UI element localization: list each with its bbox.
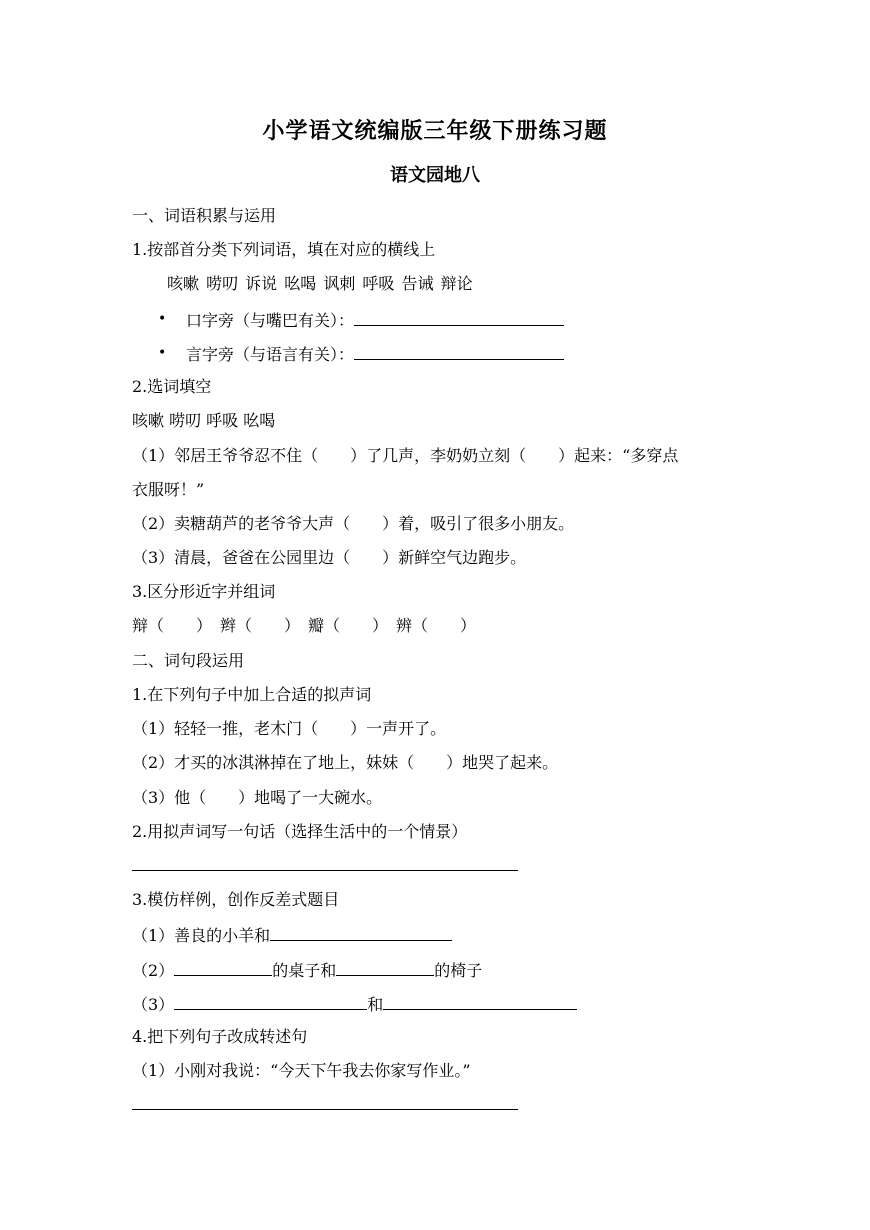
s2-q2-prompt: 2.用拟声词写一句话（选择生活中的一个情景） (132, 822, 468, 841)
answer-blank[interactable] (383, 993, 577, 1010)
s1-q2-word-bank: 咳嗽 唠叨 呼吸 吆喝 (132, 411, 276, 430)
s1-q2-sentence-1a: （1）邻居王爷爷忍不住（ ）了几声，李奶奶立刻（ ）起来：“多穿点 (132, 446, 679, 465)
answer-blank[interactable] (354, 343, 564, 360)
page-title: 小学语文统编版三年级下册练习题 (262, 118, 608, 144)
answer-blank[interactable] (354, 309, 564, 326)
s1-q2-sentence-3: （3）清晨，爸爸在公园里边（ ）新鲜空气边跑步。 (132, 548, 527, 567)
s2-q3-item-1 (132, 924, 452, 946)
s1-q1-item-mouth (186, 309, 564, 331)
s1-q1-prompt: 1.按部首分类下列词语，填在对应的横线上 (132, 240, 436, 259)
bullet-icon: • (158, 345, 167, 361)
answer-blank[interactable] (174, 959, 272, 976)
s2-q3-prompt: 3.模仿样例，创作反差式题目 (132, 890, 340, 909)
item-label: 口字旁（与嘴巴有关）： (186, 311, 355, 330)
s1-q2-sentence-1b: 衣服呀！” (132, 480, 205, 499)
s1-q2-sentence-2: （2）卖糖葫芦的老爷爷大声（ ）着，吸引了很多小朋友。 (132, 514, 575, 533)
s2-q4-prompt: 4.把下列句子改成转述句 (132, 1027, 308, 1046)
section1-heading: 一、词语积累与运用 (132, 206, 277, 225)
s1-q1-item-speech (186, 343, 564, 365)
s1-q1-word-bank: 咳嗽 唠叨 诉说 吆喝 讽刺 呼吸 告诫 辩论 (167, 274, 473, 293)
s1-q2-prompt: 2.选词填空 (132, 377, 212, 396)
s2-q3-item-2 (132, 959, 482, 981)
s2-q1-sentence-3: （3）他（ ）地喝了一大碗水。 (132, 788, 383, 807)
answer-line[interactable] (132, 870, 518, 871)
s1-q3-prompt: 3.区分形近字并组词 (132, 582, 276, 601)
answer-blank[interactable] (270, 924, 452, 941)
item-label: （2） (132, 961, 175, 980)
s2-q1-prompt: 1.在下列句子中加上合适的拟声词 (132, 685, 372, 704)
item-label: 和 (367, 995, 384, 1014)
page-subtitle: 语文园地八 (390, 165, 480, 186)
answer-line[interactable] (132, 1109, 518, 1110)
answer-blank[interactable] (174, 993, 367, 1010)
s2-q1-sentence-2: （2）才买的冰淇淋掉在了地上，妹妹（ ）地哭了起来。 (132, 753, 559, 772)
item-label: 的桌子和 (272, 961, 337, 980)
answer-blank[interactable] (336, 959, 434, 976)
item-label: 言字旁（与语言有关）： (186, 345, 355, 364)
item-label: （1）善良的小羊和 (132, 926, 271, 945)
item-label: （3） (132, 995, 175, 1014)
section2-heading: 二、词句段运用 (132, 651, 245, 670)
s2-q4-sentence-1: （1）小刚对我说：“今天下午我去你家写作业。” (132, 1061, 471, 1080)
s1-q3-characters: 辩（ ） 辫（ ） 瓣（ ） 辨（ ） (132, 616, 477, 635)
item-label: 的椅子 (434, 961, 483, 980)
s2-q1-sentence-1: （1）轻轻一推，老木门（ ）一声开了。 (132, 719, 447, 738)
s2-q3-item-3 (132, 993, 577, 1015)
bullet-icon: • (158, 311, 167, 327)
